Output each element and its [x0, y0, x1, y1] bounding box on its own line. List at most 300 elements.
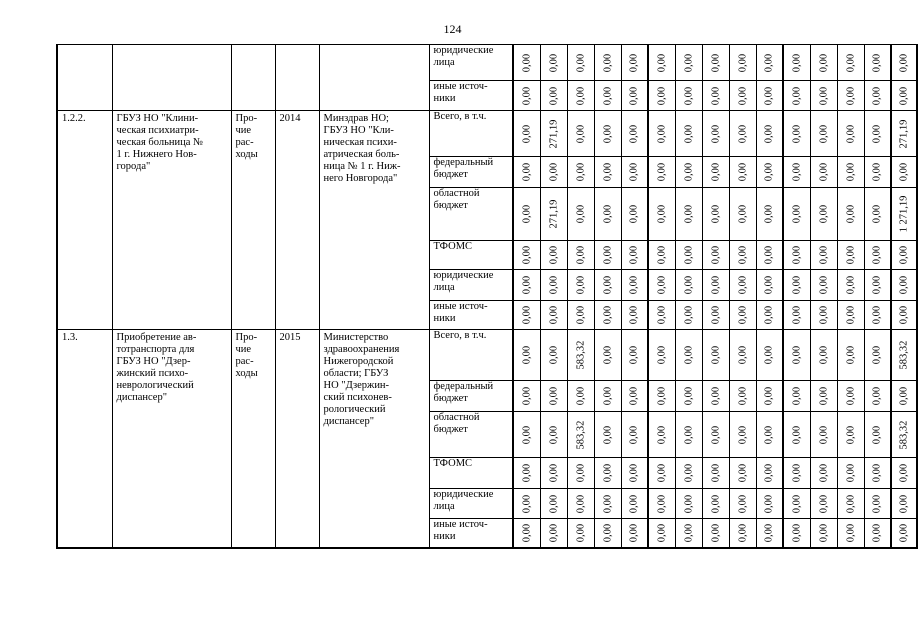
- amount-cell: [621, 458, 648, 489]
- item-code: 1.3.: [62, 332, 78, 343]
- amount-cell: [540, 111, 567, 157]
- amount-value: 0,00: [575, 494, 586, 513]
- funding-source-cell: [429, 81, 513, 111]
- amount-value: 0,00: [763, 53, 775, 72]
- amount-value: 0,00: [575, 162, 586, 182]
- executor-cell: [319, 111, 429, 330]
- executor-cell: [319, 330, 429, 548]
- amount-cell: [675, 301, 702, 330]
- amount-cell: [756, 519, 783, 548]
- executor-cell: [319, 45, 429, 111]
- amount-value: 0,00: [763, 463, 775, 483]
- amount-value: 271,19: [898, 119, 910, 148]
- amount-cell: [864, 412, 891, 458]
- amount-value: 0,00: [683, 162, 694, 182]
- amount-cell: [810, 270, 837, 301]
- amount-value: 0,00: [548, 463, 559, 483]
- year-cell: [275, 111, 319, 330]
- amount-value: 0,00: [845, 53, 856, 72]
- amount-cell: [675, 489, 702, 519]
- amount-value: 0,00: [575, 275, 586, 295]
- amount-cell: [567, 270, 594, 301]
- amount-value: 0,00: [871, 386, 883, 406]
- funding-source: Всего, в т.ч.: [433, 330, 487, 341]
- amount-cell: [837, 330, 864, 381]
- amount-cell: [783, 519, 810, 548]
- amount-cell: [648, 330, 675, 381]
- amount-value: 0,00: [791, 275, 803, 295]
- amount-value: 0,00: [791, 305, 803, 325]
- amount-value: 0,00: [871, 425, 883, 444]
- amount-cell: [864, 519, 891, 548]
- amount-cell: [783, 188, 810, 241]
- amount-value: 583,32: [575, 420, 586, 449]
- amount-value: 0,00: [737, 86, 748, 105]
- amount-value: 0,00: [845, 463, 856, 483]
- amount-value: 0,00: [710, 162, 721, 182]
- amount-value: 271,19: [548, 199, 559, 229]
- amount-value: 0,00: [548, 86, 559, 105]
- amount-value: 0,00: [575, 523, 586, 542]
- amount-cell: [648, 381, 675, 412]
- amount-cell: [675, 381, 702, 412]
- amount-cell: [837, 111, 864, 157]
- amount-cell: [756, 458, 783, 489]
- amount-value: 0,00: [575, 124, 586, 143]
- amount-cell: [648, 412, 675, 458]
- amount-value: 0,00: [737, 523, 748, 542]
- amount-cell: [594, 241, 621, 270]
- amount-cell: [783, 45, 810, 81]
- amount-value: 0,00: [791, 463, 803, 483]
- amount-value: 0,00: [710, 305, 721, 325]
- amount-cell: [702, 412, 729, 458]
- amount-cell: [540, 519, 567, 548]
- amount-value: 0,00: [898, 523, 910, 542]
- amount-value: 0,00: [845, 523, 856, 542]
- amount-value: 0,00: [737, 124, 748, 143]
- amount-cell: [702, 157, 729, 188]
- year: 2015: [279, 332, 301, 343]
- amount-cell: [810, 519, 837, 548]
- amount-value: 0,00: [548, 162, 559, 182]
- amount-value: 0,00: [628, 86, 640, 105]
- amount-cell: [567, 301, 594, 330]
- amount-cell: [675, 111, 702, 157]
- amount-value: 0,00: [845, 245, 856, 265]
- amount-value: 0,00: [737, 425, 748, 444]
- amount-cell: [729, 458, 756, 489]
- amount-value: 0,00: [845, 345, 856, 365]
- amount-cell: [621, 157, 648, 188]
- amount-cell: [513, 157, 540, 188]
- amount-cell: [864, 458, 891, 489]
- amount-cell: [756, 157, 783, 188]
- amount-value: 0,00: [602, 245, 613, 265]
- amount-cell: [756, 270, 783, 301]
- amount-cell: [540, 157, 567, 188]
- amount-value: 0,00: [763, 275, 775, 295]
- amount-value: 0,00: [602, 86, 613, 105]
- amount-cell: [864, 241, 891, 270]
- amount-value: 0,00: [656, 162, 668, 182]
- amount-cell: [648, 489, 675, 519]
- amount-cell: [864, 111, 891, 157]
- amount-value: 0,00: [818, 463, 829, 483]
- funding-source: юридические лица: [433, 489, 494, 512]
- amount-value: 0,00: [683, 124, 694, 143]
- amount-cell: [648, 157, 675, 188]
- amount-value: 0,00: [683, 245, 694, 265]
- amount-value: 0,00: [575, 86, 586, 105]
- amount-cell: [567, 519, 594, 548]
- amount-value: 0,00: [763, 86, 775, 105]
- amount-value: 0,00: [763, 245, 775, 265]
- amount-value: 0,00: [521, 494, 533, 513]
- amount-cell: [729, 188, 756, 241]
- amount-cell: [783, 111, 810, 157]
- amount-cell: [621, 111, 648, 157]
- amount-value: 0,00: [521, 162, 533, 182]
- amount-cell: [567, 381, 594, 412]
- amount-value: 271,19: [548, 119, 559, 148]
- amount-value: 0,00: [737, 386, 748, 406]
- amount-value: 0,00: [575, 305, 586, 325]
- amount-cell: [891, 458, 917, 489]
- amount-value: 0,00: [683, 425, 694, 444]
- funding-source-cell: [429, 519, 513, 548]
- item-code-cell: [57, 111, 112, 330]
- amount-value: 0,00: [683, 386, 694, 406]
- amount-cell: [648, 519, 675, 548]
- amount-cell: [513, 241, 540, 270]
- table-row: [57, 111, 917, 157]
- amount-cell: [729, 301, 756, 330]
- amount-cell: [594, 270, 621, 301]
- amount-cell: [621, 330, 648, 381]
- amount-value: 0,00: [602, 204, 613, 224]
- amount-cell: [540, 241, 567, 270]
- amount-cell: [891, 270, 917, 301]
- funding-source-cell: [429, 188, 513, 241]
- amount-cell: [729, 519, 756, 548]
- amount-value: 0,00: [871, 162, 883, 182]
- amount-cell: [675, 412, 702, 458]
- amount-cell: [837, 519, 864, 548]
- amount-value: 0,00: [818, 386, 829, 406]
- amount-value: 0,00: [737, 345, 748, 365]
- amount-value: 0,00: [710, 463, 721, 483]
- expense-type: [232, 45, 275, 47]
- amount-cell: [837, 270, 864, 301]
- amount-value: 0,00: [791, 345, 803, 365]
- amount-cell: [891, 330, 917, 381]
- year: 2014: [279, 113, 301, 124]
- amount-cell: [837, 188, 864, 241]
- funding-source: областной бюджет: [433, 188, 480, 211]
- amount-cell: [702, 45, 729, 81]
- amount-value: 0,00: [737, 245, 748, 265]
- amount-value: 0,00: [628, 523, 640, 542]
- amount-value: 0,00: [871, 345, 883, 365]
- amount-cell: [621, 241, 648, 270]
- amount-cell: [891, 381, 917, 412]
- item-code: 1.2.2.: [62, 113, 86, 124]
- amount-cell: [756, 81, 783, 111]
- amount-value: 0,00: [521, 53, 533, 72]
- amount-cell: [675, 270, 702, 301]
- amount-value: 0,00: [763, 305, 775, 325]
- amount-value: 0,00: [521, 124, 533, 143]
- amount-cell: [594, 301, 621, 330]
- amount-cell: [810, 330, 837, 381]
- amount-value: 0,00: [845, 162, 856, 182]
- amount-value: 0,00: [818, 275, 829, 295]
- funding-source-cell: [429, 330, 513, 381]
- amount-cell: [567, 458, 594, 489]
- amount-cell: [864, 301, 891, 330]
- amount-cell: [567, 412, 594, 458]
- amount-value: 0,00: [710, 386, 721, 406]
- amount-value: 0,00: [898, 162, 910, 182]
- amount-value: 0,00: [683, 305, 694, 325]
- amount-cell: [783, 330, 810, 381]
- amount-cell: [729, 81, 756, 111]
- amount-cell: [864, 489, 891, 519]
- amount-cell: [891, 489, 917, 519]
- amount-cell: [594, 111, 621, 157]
- amount-value: 0,00: [763, 345, 775, 365]
- amount-cell: [756, 412, 783, 458]
- amount-value: 0,00: [818, 53, 829, 72]
- amount-cell: [810, 301, 837, 330]
- table-row: [57, 45, 917, 81]
- amount-value: 0,00: [628, 53, 640, 72]
- amount-cell: [540, 188, 567, 241]
- amount-value: 0,00: [656, 124, 668, 143]
- amount-cell: [729, 241, 756, 270]
- amount-cell: [810, 241, 837, 270]
- amount-value: 0,00: [763, 386, 775, 406]
- amount-value: 0,00: [521, 523, 533, 542]
- amount-value: 0,00: [683, 523, 694, 542]
- amount-cell: [729, 489, 756, 519]
- amount-value: 0,00: [818, 523, 829, 542]
- amount-value: 0,00: [710, 245, 721, 265]
- amount-cell: [621, 301, 648, 330]
- amount-value: 0,00: [602, 53, 613, 72]
- amount-cell: [837, 157, 864, 188]
- item-name: ГБУЗ НО "Клини- ческая психиатри- ческая больница № 1 г. Нижнего Нов- города": [116, 113, 204, 172]
- amount-cell: [810, 412, 837, 458]
- amount-cell: [729, 111, 756, 157]
- amount-cell: [540, 458, 567, 489]
- amount-cell: [810, 45, 837, 81]
- amount-cell: [540, 81, 567, 111]
- amount-cell: [675, 458, 702, 489]
- amount-cell: [702, 489, 729, 519]
- amount-value: 0,00: [602, 523, 613, 542]
- amount-cell: [513, 81, 540, 111]
- amount-value: 0,00: [791, 86, 803, 105]
- amount-value: 0,00: [737, 204, 748, 224]
- amount-cell: [567, 45, 594, 81]
- year-cell: [275, 330, 319, 548]
- amount-value: 0,00: [818, 204, 829, 224]
- amount-cell: [864, 81, 891, 111]
- amount-value: 0,00: [548, 494, 559, 513]
- executor: [320, 45, 429, 47]
- amount-cell: [837, 45, 864, 81]
- year: [276, 45, 319, 47]
- table-body: [57, 45, 917, 548]
- amount-cell: [621, 381, 648, 412]
- amount-cell: [783, 381, 810, 412]
- amount-value: 0,00: [818, 124, 829, 143]
- amount-value: 0,00: [656, 523, 668, 542]
- amount-cell: [540, 301, 567, 330]
- amount-cell: [567, 111, 594, 157]
- amount-value: 0,00: [521, 204, 533, 224]
- item-name-cell: [112, 330, 231, 548]
- amount-cell: [810, 81, 837, 111]
- funding-source-cell: [429, 45, 513, 81]
- amount-cell: [540, 45, 567, 81]
- amount-cell: [837, 301, 864, 330]
- amount-cell: [702, 188, 729, 241]
- amount-cell: [864, 381, 891, 412]
- amount-cell: [864, 45, 891, 81]
- amount-value: 0,00: [845, 386, 856, 406]
- amount-value: 0,00: [628, 494, 640, 513]
- amount-value: 0,00: [548, 425, 559, 444]
- amount-value: 0,00: [548, 523, 559, 542]
- item-name: Приобретение ав- тотранспорта для ГБУЗ НО "Дзер- жинский психо- неврологический диспансер": [116, 332, 197, 403]
- amount-cell: [513, 458, 540, 489]
- amount-cell: [783, 81, 810, 111]
- amount-cell: [837, 241, 864, 270]
- amount-cell: [513, 412, 540, 458]
- amount-cell: [567, 489, 594, 519]
- amount-value: 0,00: [710, 124, 721, 143]
- amount-cell: [621, 489, 648, 519]
- amount-value: 0,00: [737, 463, 748, 483]
- amount-value: 0,00: [548, 345, 559, 365]
- amount-value: 0,00: [818, 162, 829, 182]
- amount-cell: [594, 458, 621, 489]
- amount-value: 0,00: [898, 386, 910, 406]
- amount-value: 0,00: [737, 162, 748, 182]
- expense-type: Про- чие рас- ходы: [235, 332, 258, 379]
- amount-cell: [594, 157, 621, 188]
- amount-cell: [540, 412, 567, 458]
- amount-value: 0,00: [763, 162, 775, 182]
- amount-cell: [729, 412, 756, 458]
- amount-value: 0,00: [575, 53, 586, 72]
- amount-value: 0,00: [710, 275, 721, 295]
- amount-cell: [594, 519, 621, 548]
- amount-value: 0,00: [818, 245, 829, 265]
- amount-cell: [594, 489, 621, 519]
- amount-value: 0,00: [871, 53, 883, 72]
- amount-cell: [756, 301, 783, 330]
- amount-cell: [837, 381, 864, 412]
- amount-value: 0,00: [575, 245, 586, 265]
- amount-value: 0,00: [791, 494, 803, 513]
- funding-source-cell: [429, 157, 513, 188]
- funding-source: юридические лица: [433, 270, 494, 293]
- amount-cell: [594, 412, 621, 458]
- amount-value: 0,00: [656, 245, 668, 265]
- amount-value: 0,00: [737, 305, 748, 325]
- amount-cell: [810, 188, 837, 241]
- amount-value: 0,00: [683, 53, 694, 72]
- amount-value: 0,00: [845, 124, 856, 143]
- amount-value: 0,00: [521, 305, 533, 325]
- amount-value: 0,00: [602, 386, 613, 406]
- amount-value: 0,00: [548, 53, 559, 72]
- amount-cell: [756, 188, 783, 241]
- amount-cell: [702, 241, 729, 270]
- amount-value: 0,00: [871, 86, 883, 105]
- amount-value: 0,00: [845, 86, 856, 105]
- amount-cell: [621, 519, 648, 548]
- amount-cell: [702, 81, 729, 111]
- amount-value: 0,00: [548, 305, 559, 325]
- amount-value: 0,00: [656, 305, 668, 325]
- amount-value: 0,00: [656, 345, 668, 365]
- amount-cell: [648, 45, 675, 81]
- amount-cell: [648, 241, 675, 270]
- amount-cell: [648, 301, 675, 330]
- amount-cell: [702, 270, 729, 301]
- amount-value: 0,00: [683, 86, 694, 105]
- amount-cell: [567, 81, 594, 111]
- amount-cell: [702, 381, 729, 412]
- expense-type-cell: [231, 330, 275, 548]
- amount-value: 0,00: [628, 204, 640, 224]
- amount-cell: [567, 157, 594, 188]
- amount-cell: [513, 381, 540, 412]
- expense-type: Про- чие рас- ходы: [235, 113, 258, 160]
- amount-value: 0,00: [602, 463, 613, 483]
- amount-cell: [756, 45, 783, 81]
- funding-source: федеральный бюджет: [433, 157, 494, 180]
- amount-value: 0,00: [656, 204, 668, 224]
- item-name-cell: [112, 111, 231, 330]
- amount-cell: [891, 301, 917, 330]
- amount-value: 0,00: [763, 124, 775, 143]
- amount-cell: [675, 241, 702, 270]
- amount-value: 0,00: [791, 245, 803, 265]
- amount-cell: [891, 81, 917, 111]
- amount-cell: [702, 301, 729, 330]
- amount-cell: [594, 81, 621, 111]
- amount-value: 0,00: [602, 305, 613, 325]
- amount-value: 0,00: [818, 494, 829, 513]
- funding-source: ТФОМС: [433, 458, 473, 469]
- funding-source-cell: [429, 412, 513, 458]
- amount-value: 0,00: [791, 162, 803, 182]
- year-cell: [275, 45, 319, 111]
- amount-value: 0,00: [871, 124, 883, 143]
- amount-value: 0,00: [898, 305, 910, 325]
- amount-cell: [540, 489, 567, 519]
- amount-cell: [729, 381, 756, 412]
- amount-value: 0,00: [521, 386, 533, 406]
- funding-source: областной бюджет: [433, 412, 480, 435]
- amount-cell: [513, 45, 540, 81]
